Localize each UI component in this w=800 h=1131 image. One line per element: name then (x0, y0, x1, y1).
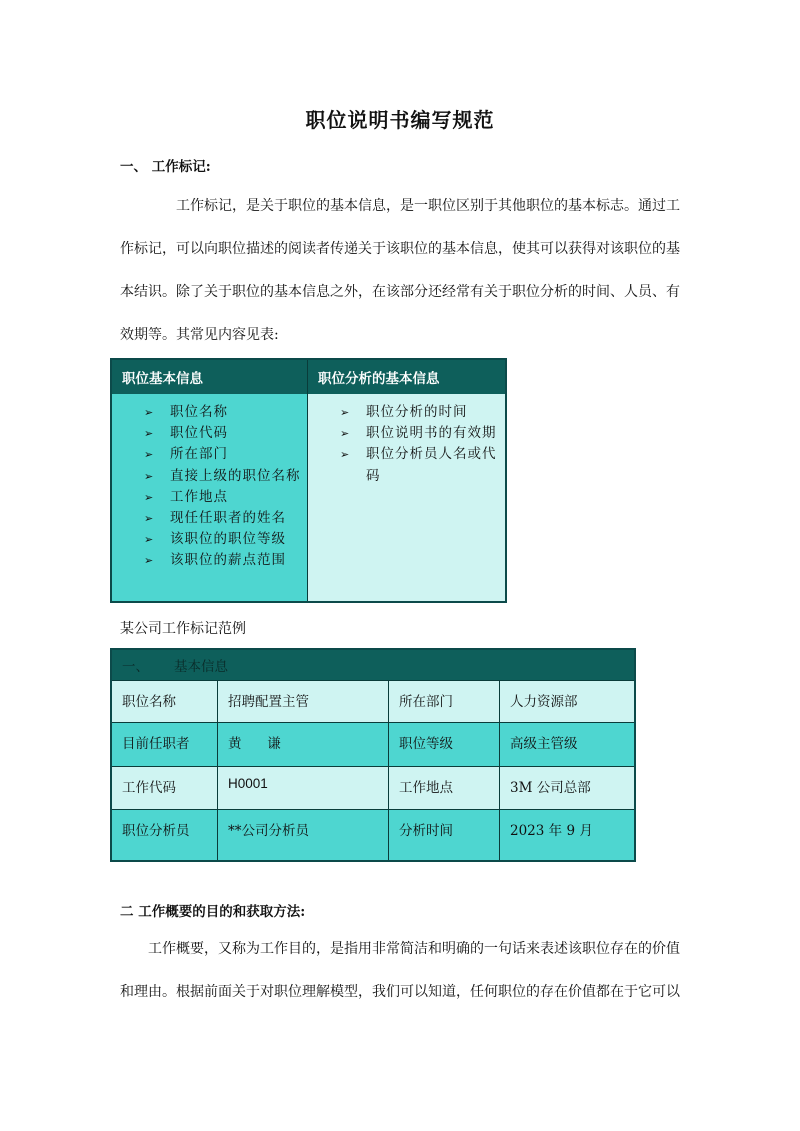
section-2-paragraph (120, 928, 680, 1014)
table-cell: 2023 年 9 月 (510, 823, 593, 839)
list-item: ➢ 职位说明书的有效期 (340, 423, 505, 444)
header-cell-job-basic: 职位基本信息 (112, 360, 308, 394)
table-cell: 招聘配置主管 (218, 681, 389, 722)
list-item: ➢ 职位分析的时间 (340, 402, 505, 423)
table-row (112, 680, 634, 722)
table-cell: 分析时间 (389, 810, 500, 860)
table-cell: 职位分析员 (112, 810, 218, 860)
section-2-heading: 二 工作概要的目的和获取方法: (120, 904, 306, 920)
table-cell: 职位名称 (112, 681, 218, 722)
section-1-heading: 一、 工作标记: (120, 159, 211, 175)
paragraph-line: 效期等。其常见内容见表: (120, 327, 279, 343)
analysis-basic-list-cell (308, 394, 505, 601)
table-caption: 某公司工作标记范例 (120, 621, 246, 637)
table-row (112, 722, 634, 766)
table-cell: 人力资源部 (510, 694, 578, 710)
arrow-bullet-icon: ➢ (340, 427, 351, 441)
list-item: ➢ 职位名称 (144, 402, 307, 423)
table-header-row (112, 650, 634, 680)
table-row (112, 809, 634, 860)
table-cell: 工作地点 (389, 767, 500, 809)
paragraph-line: 和理由。根据前面关于对职位理解模型，我们可以知道，任何职位的存在价值都在于它可以 (120, 984, 680, 1000)
list-item: ➢ 职位代码 (144, 423, 307, 444)
paragraph-line: 作标记，可以向职位描述的阅读者传递关于该职位的基本信息，使其可以获得对该职位的基 (120, 241, 680, 257)
arrow-bullet-icon: ➢ (144, 469, 155, 483)
table-cell: 工作代码 (112, 767, 218, 809)
job-basic-list-cell (112, 394, 308, 601)
list-item: ➢ 该职位的职位等级 (144, 529, 307, 550)
arrow-bullet-icon: ➢ (340, 448, 351, 462)
arrow-bullet-icon: ➢ (144, 448, 155, 462)
table-cell: 所在部门 (389, 681, 500, 722)
list-item: ➢ 职位分析员人名或代 码 (340, 446, 497, 484)
table-cell: H0001 (218, 767, 389, 809)
arrow-bullet-icon: ➢ (144, 406, 155, 419)
arrow-bullet-icon: ➢ (144, 554, 155, 568)
arrow-bullet-icon: ➢ (144, 512, 155, 526)
table-row (112, 766, 634, 809)
job-basic-list (112, 402, 307, 572)
table-cell: 黄 谦 (218, 723, 389, 766)
arrow-bullet-icon: ➢ (144, 490, 155, 504)
table-cell: 职位等级 (389, 723, 500, 766)
section-1-paragraph (120, 185, 680, 357)
table-cell: 3M 公司总部 (510, 780, 591, 796)
table-header-row (112, 360, 505, 394)
header-cell-analysis-basic: 职位分析的基本信息 (318, 371, 440, 387)
list-item: ➢ 工作地点 (144, 487, 307, 508)
table-cell: 高级主管级 (510, 736, 578, 752)
analysis-basic-list (308, 402, 505, 487)
arrow-bullet-icon: ➢ (144, 533, 155, 547)
arrow-bullet-icon: ➢ (144, 427, 155, 441)
header-number: 一、 (122, 659, 149, 675)
header-title: 基本信息 (174, 659, 228, 675)
paragraph-line: 工作标记，是关于职位的基本信息，是一职位区别于其他职位的基本标志。通过工 (176, 198, 680, 214)
basic-info-table (110, 358, 507, 603)
table-cell: **公司分析员 (218, 810, 389, 860)
example-info-table (110, 648, 636, 862)
paragraph-line: 本结识。除了关于职位的基本信息之外，在该部分还经常有关于职位分析的时间、人员、有 (120, 284, 680, 300)
list-item: ➢ 现任任职者的姓名 (144, 508, 307, 529)
list-item: ➢ 该职位的薪点范围 (144, 550, 307, 571)
table-cell: 目前任职者 (112, 723, 218, 766)
list-item: ➢ 直接上级的职位名称 (144, 466, 307, 487)
arrow-bullet-icon: ➢ (340, 406, 351, 419)
page-title: 职位说明书编写规范 (305, 108, 495, 132)
paragraph-line: 工作概要，又称为工作目的，是指用非常简洁和明确的一句话来表述该职位存在的价值 (148, 941, 680, 957)
list-item: ➢ 所在部门 (144, 444, 307, 465)
